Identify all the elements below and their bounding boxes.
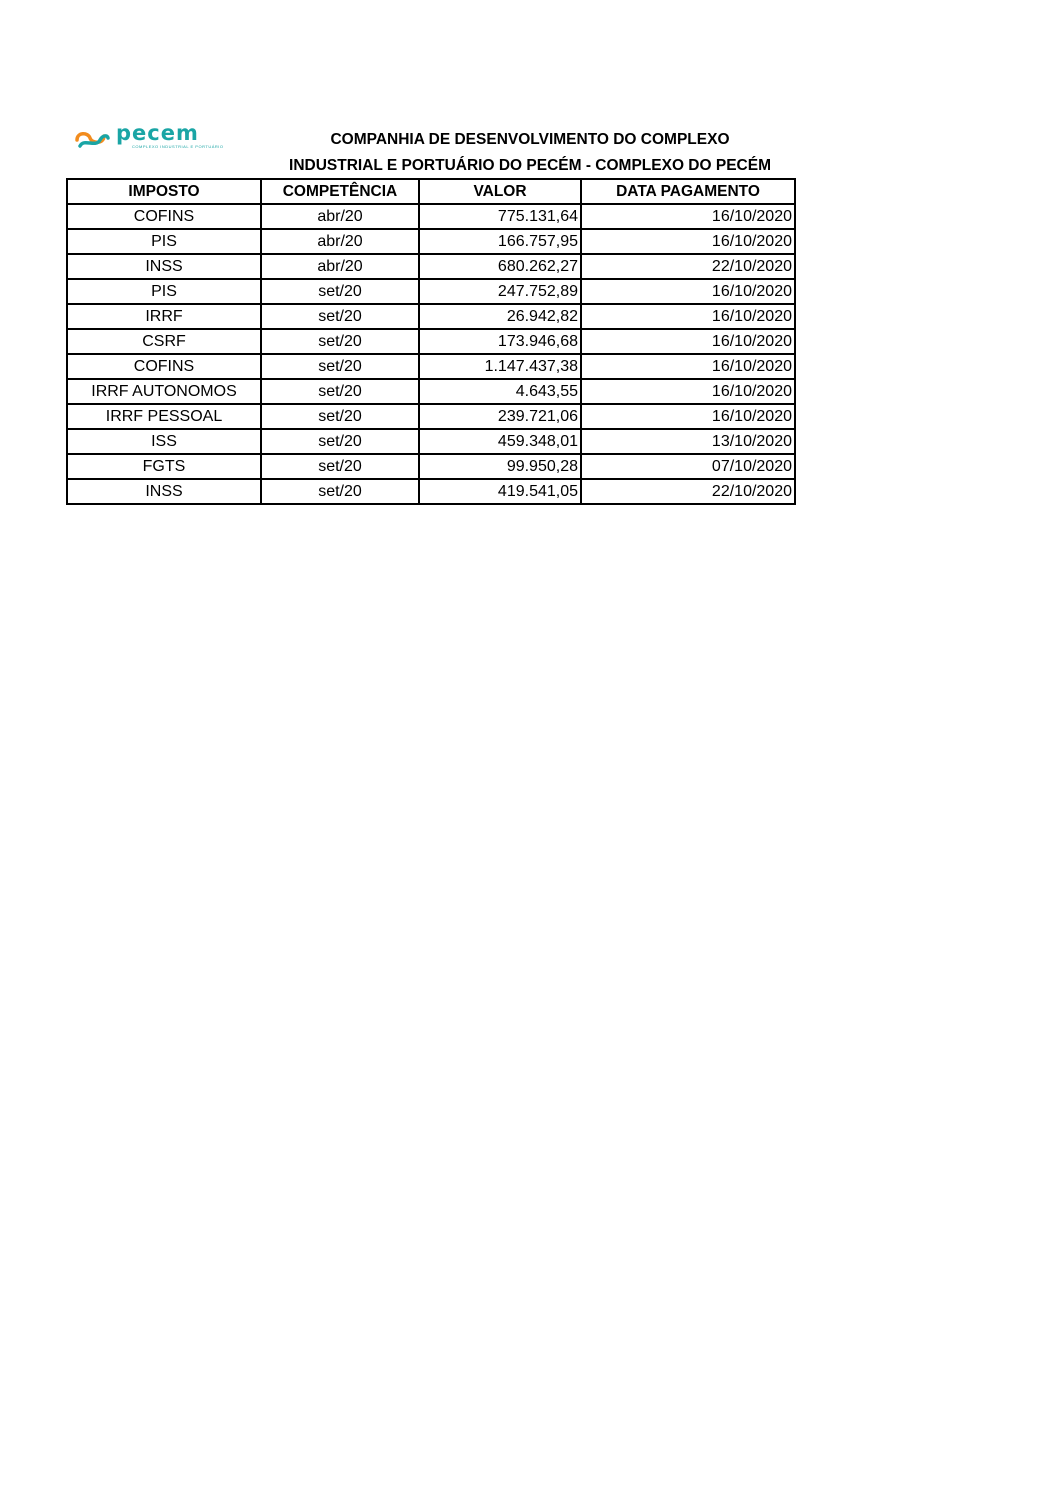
cell-competencia: set/20 <box>261 304 419 329</box>
cell-competencia: abr/20 <box>261 229 419 254</box>
cell-competencia: set/20 <box>261 404 419 429</box>
cell-imposto: IRRF AUTONOMOS <box>67 379 261 404</box>
logo-wordmark: pecem <box>116 121 199 145</box>
cell-data-pagamento: 16/10/2020 <box>581 404 795 429</box>
column-header-data-pagamento: DATA PAGAMENTO <box>581 179 795 204</box>
cell-data-pagamento: 07/10/2020 <box>581 454 795 479</box>
cell-data-pagamento: 16/10/2020 <box>581 229 795 254</box>
cell-imposto: PIS <box>67 279 261 304</box>
cell-imposto: ISS <box>67 429 261 454</box>
cell-valor: 173.946,68 <box>419 329 581 354</box>
column-header-competencia: COMPETÊNCIA <box>261 179 419 204</box>
cell-imposto: INSS <box>67 479 261 504</box>
cell-competencia: set/20 <box>261 479 419 504</box>
cell-valor: 26.942,82 <box>419 304 581 329</box>
cell-data-pagamento: 22/10/2020 <box>581 254 795 279</box>
table-row <box>67 479 795 504</box>
table-row <box>67 454 795 479</box>
cell-imposto: COFINS <box>67 204 261 229</box>
cell-valor: 99.950,28 <box>419 454 581 479</box>
table-row <box>67 379 795 404</box>
cell-data-pagamento: 16/10/2020 <box>581 354 795 379</box>
cell-competencia: set/20 <box>261 329 419 354</box>
cell-valor: 4.643,55 <box>419 379 581 404</box>
cell-imposto: INSS <box>67 254 261 279</box>
pecem-logo-icon <box>74 128 110 150</box>
cell-data-pagamento: 16/10/2020 <box>581 204 795 229</box>
cell-valor: 459.348,01 <box>419 429 581 454</box>
cell-data-pagamento: 16/10/2020 <box>581 304 795 329</box>
column-header-imposto: IMPOSTO <box>67 179 261 204</box>
cell-competencia: set/20 <box>261 279 419 304</box>
table-header-row <box>67 179 795 204</box>
cell-valor: 247.752,89 <box>419 279 581 304</box>
logo-tagline: COMPLEXO INDUSTRIAL E PORTUÁRIO <box>132 144 224 149</box>
table-row <box>67 254 795 279</box>
company-title-line-2: INDUSTRIAL E PORTUÁRIO DO PECÉM - COMPLEXO DO PECÉM <box>289 157 771 174</box>
table-row <box>67 404 795 429</box>
cell-imposto: FGTS <box>67 454 261 479</box>
tax-payments-table <box>66 178 796 505</box>
company-title-line-1: COMPANHIA DE DESENVOLVIMENTO DO COMPLEXO <box>330 131 730 148</box>
table-row <box>67 304 795 329</box>
table-row <box>67 229 795 254</box>
cell-valor: 680.262,27 <box>419 254 581 279</box>
table-row <box>67 429 795 454</box>
cell-data-pagamento: 16/10/2020 <box>581 379 795 404</box>
cell-valor: 239.721,06 <box>419 404 581 429</box>
cell-data-pagamento: 16/10/2020 <box>581 279 795 304</box>
cell-imposto: PIS <box>67 229 261 254</box>
cell-imposto: COFINS <box>67 354 261 379</box>
cell-data-pagamento: 13/10/2020 <box>581 429 795 454</box>
cell-competencia: set/20 <box>261 429 419 454</box>
cell-valor: 166.757,95 <box>419 229 581 254</box>
cell-data-pagamento: 22/10/2020 <box>581 479 795 504</box>
cell-data-pagamento: 16/10/2020 <box>581 329 795 354</box>
cell-competencia: abr/20 <box>261 204 419 229</box>
cell-competencia: set/20 <box>261 354 419 379</box>
cell-imposto: IRRF PESSOAL <box>67 404 261 429</box>
cell-competencia: set/20 <box>261 379 419 404</box>
cell-valor: 1.147.437,38 <box>419 354 581 379</box>
column-header-valor: VALOR <box>419 179 581 204</box>
table-row <box>67 204 795 229</box>
cell-valor: 419.541,05 <box>419 479 581 504</box>
table-row <box>67 354 795 379</box>
cell-competencia: set/20 <box>261 454 419 479</box>
cell-competencia: abr/20 <box>261 254 419 279</box>
cell-valor: 775.131,64 <box>419 204 581 229</box>
pecem-logo <box>74 121 239 152</box>
cell-imposto: CSRF <box>67 329 261 354</box>
cell-imposto: IRRF <box>67 304 261 329</box>
table-row <box>67 329 795 354</box>
table-row <box>67 279 795 304</box>
